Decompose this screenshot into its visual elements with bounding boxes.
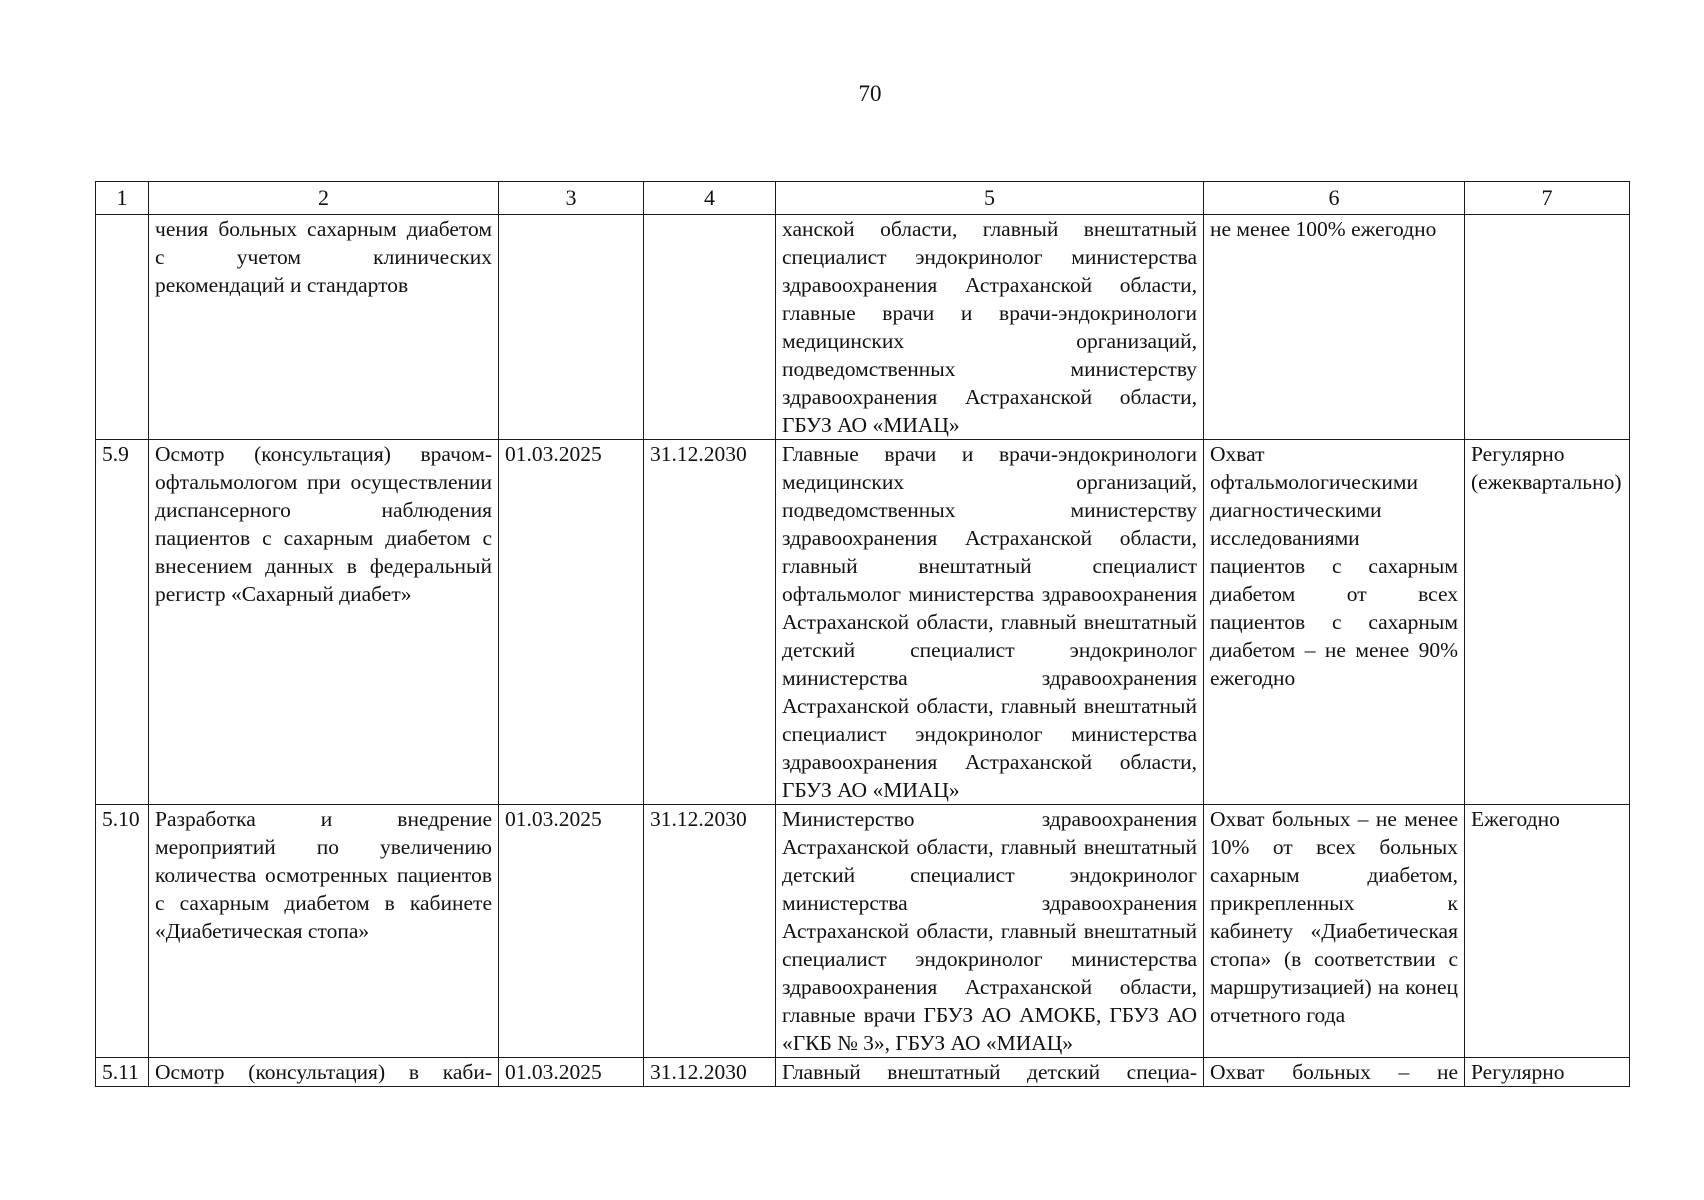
header-row bbox=[96, 182, 1630, 215]
cell-num: 5.9 bbox=[96, 440, 149, 805]
cell-event: Осмотр (консультация) в каби- bbox=[149, 1058, 499, 1087]
cell-indicator: Охват больных – не bbox=[1204, 1058, 1465, 1087]
column-header: 7 bbox=[1465, 182, 1630, 215]
cell-frequency: Регулярно bbox=[1465, 1058, 1630, 1087]
cell-responsible: Главные врачи и врачи-эндокринологи медицинских организаций, подведомственных министерству здравоохранения Астраханской области, главный внештатный специалист офтальмолог министерства здравоохранения Астраханской области, главный внештатный детский специалист эндокринолог министерства здравоохранения Астраханской области, главный внештатный специалист эндокринолог министерства здравоохранения Астраханской области, ГБУЗ АО «МИАЦ» bbox=[776, 440, 1204, 805]
cell-responsible: ханской области, главный внештатный специалист эндокринолог министерства здравоохранения Астраханской области, главные врачи и врачи-эндокринологи медицинских организаций, подведомственных министерству здравоохранения Астраханской области, ГБУЗ АО «МИАЦ» bbox=[776, 215, 1204, 440]
cell-indicator: Охват больных – не менее 10% от всех больных сахарным диабетом, прикрепленных к кабинету «Диабетическая стопа» (в соответствии с маршрутизацией) на конец отчетного года bbox=[1204, 805, 1465, 1058]
column-header: 1 bbox=[96, 182, 149, 215]
table-row bbox=[96, 440, 1630, 805]
cell-responsible: Министерство здравоохранения Астраханской области, главный внештатный детский специалист эндокринолог министерства здравоохранения Астраханской области, главный внештатный специалист эндокринолог министерства здравоохранения Астраханской области, главные врачи ГБУЗ АО АМОКБ, ГБУЗ АО «ГКБ № 3», ГБУЗ АО «МИАЦ» bbox=[776, 805, 1204, 1058]
cell-start: 01.03.2025 bbox=[499, 805, 644, 1058]
cell-end: 31.12.2030 bbox=[644, 805, 776, 1058]
events-table bbox=[95, 181, 1630, 1087]
table-row bbox=[96, 215, 1630, 440]
column-header: 5 bbox=[776, 182, 1204, 215]
cell-frequency: Регулярно (ежеквартально) bbox=[1465, 440, 1630, 805]
column-header: 6 bbox=[1204, 182, 1465, 215]
cell-frequency bbox=[1465, 215, 1630, 440]
cell-frequency: Ежегодно bbox=[1465, 805, 1630, 1058]
cell-start bbox=[499, 215, 644, 440]
cell-start: 01.03.2025 bbox=[499, 1058, 644, 1087]
column-header: 2 bbox=[149, 182, 499, 215]
cell-event: чения больных сахарным диабетом с учетом клинических рекомендаций и стандартов bbox=[149, 215, 499, 440]
column-header: 4 bbox=[644, 182, 776, 215]
table-row bbox=[96, 805, 1630, 1058]
cell-event: Разработка и внедрение мероприятий по увеличению количества осмотренных пациентов с сахарным диабетом в кабинете «Диабетическая стопа» bbox=[149, 805, 499, 1058]
cell-start: 01.03.2025 bbox=[499, 440, 644, 805]
cell-num: 5.10 bbox=[96, 805, 149, 1058]
cell-num bbox=[96, 215, 149, 440]
cell-responsible: Главный внештатный детский специа- bbox=[776, 1058, 1204, 1087]
cell-num: 5.11 bbox=[96, 1058, 149, 1087]
cell-end: 31.12.2030 bbox=[644, 1058, 776, 1087]
column-header: 3 bbox=[499, 182, 644, 215]
cell-event: Осмотр (консультация) врачом-офтальмологом при осуществлении диспансерного наблюдения пациентов с сахарным диабетом с внесением данных в федеральный регистр «Сахарный диабет» bbox=[149, 440, 499, 805]
cell-end bbox=[644, 215, 776, 440]
table-row bbox=[96, 1058, 1630, 1087]
page-number: 70 bbox=[858, 81, 882, 106]
cell-end: 31.12.2030 bbox=[644, 440, 776, 805]
cell-indicator: Охват офтальмологическими диагностическими исследованиями пациентов с сахарным диабетом от всех пациентов с сахарным диабетом – не менее 90% ежегодно bbox=[1204, 440, 1465, 805]
cell-indicator: не менее 100% ежегодно bbox=[1204, 215, 1465, 440]
